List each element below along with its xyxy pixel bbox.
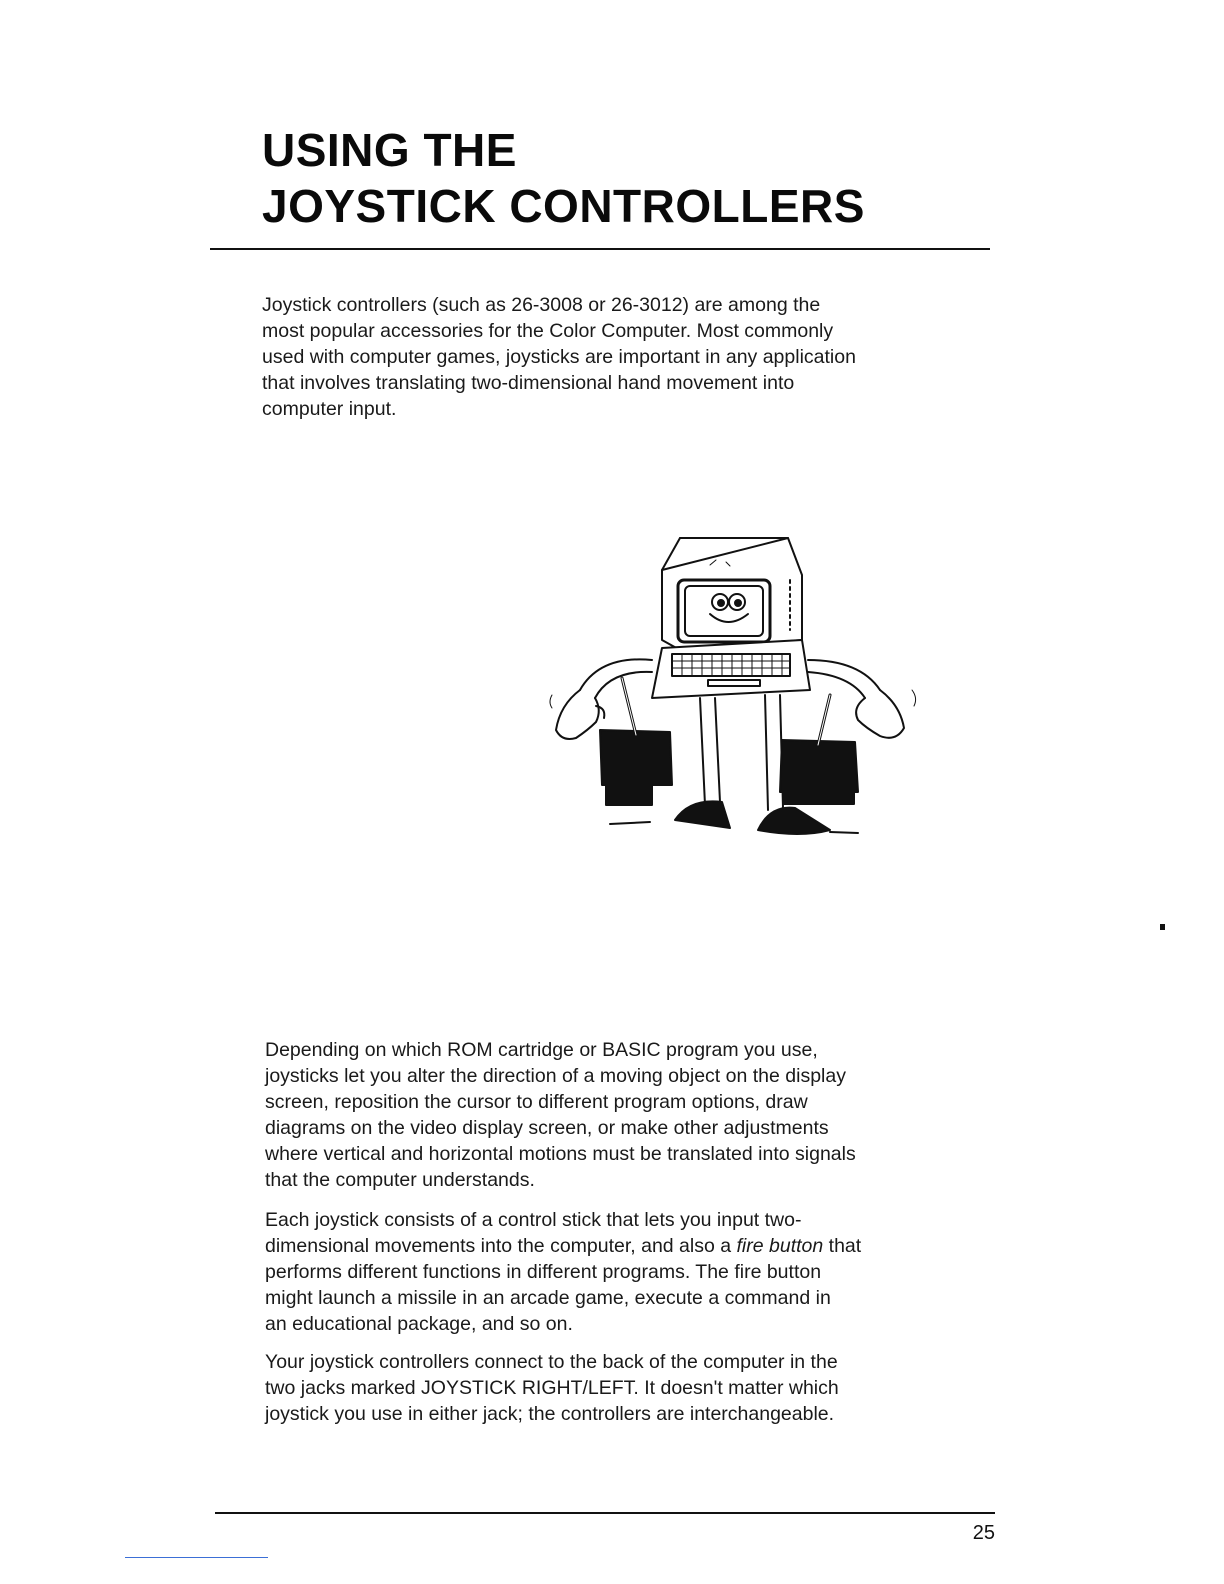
page-title bbox=[262, 122, 1002, 234]
text-line: where vertical and horizontal motions must be translated into signals bbox=[265, 1143, 856, 1165]
text-line: Each joystick consists of a control stick that lets you input two- bbox=[265, 1209, 802, 1231]
title-divider bbox=[210, 248, 990, 250]
text-line: most popular accessories for the Color Computer. Most commonly bbox=[262, 320, 834, 342]
text-line: performs different functions in different programs. The fire button bbox=[265, 1261, 822, 1283]
intro-paragraph bbox=[262, 292, 962, 422]
text-line bbox=[265, 1233, 965, 1259]
text-line: Joystick controllers (such as 26-3008 or 26-3012) are among the bbox=[262, 294, 821, 316]
text-line: diagrams on the video display screen, or make other adjustments bbox=[265, 1117, 829, 1139]
stray-mark bbox=[1160, 924, 1165, 930]
body-paragraph-usage bbox=[265, 1037, 965, 1193]
text-line: that involves translating two-dimensional hand movement into bbox=[262, 372, 795, 394]
text-line: joystick you use in either jack; the controllers are interchangeable. bbox=[265, 1403, 835, 1425]
fire-button-term: fire button bbox=[736, 1235, 824, 1257]
text-line: computer input. bbox=[262, 398, 397, 420]
text-fragment: dimensional movements into the computer, and also a bbox=[265, 1235, 737, 1257]
page-title-line-2: JOYSTICK CONTROLLERS bbox=[262, 180, 865, 232]
text-line: joysticks let you alter the direction of a moving object on the display bbox=[265, 1065, 846, 1087]
text-line: that the computer understands. bbox=[265, 1169, 535, 1191]
text-line: two jacks marked JOYSTICK RIGHT/LEFT. It doesn't matter which bbox=[265, 1377, 839, 1399]
link-underline bbox=[125, 1557, 268, 1558]
body-paragraph-fire-button bbox=[265, 1207, 965, 1337]
body-paragraph-connection bbox=[265, 1349, 965, 1427]
text-line: Depending on which ROM cartridge or BASIC program you use, bbox=[265, 1039, 818, 1061]
text-line: used with computer games, joysticks are important in any application bbox=[262, 346, 856, 368]
text-line: might launch a missile in an arcade game, execute a command in bbox=[265, 1287, 831, 1309]
text-line: an educational package, and so on. bbox=[265, 1313, 573, 1335]
computer-mascot-illustration bbox=[540, 530, 940, 850]
text-fragment: that bbox=[823, 1235, 862, 1257]
page-number: 25 bbox=[972, 1522, 995, 1544]
text-line: screen, reposition the cursor to different program options, draw bbox=[265, 1091, 808, 1113]
text-line: Your joystick controllers connect to the back of the computer in the bbox=[265, 1351, 838, 1373]
page-title-line-1: USING THE bbox=[262, 124, 517, 176]
footer-divider bbox=[215, 1512, 995, 1514]
